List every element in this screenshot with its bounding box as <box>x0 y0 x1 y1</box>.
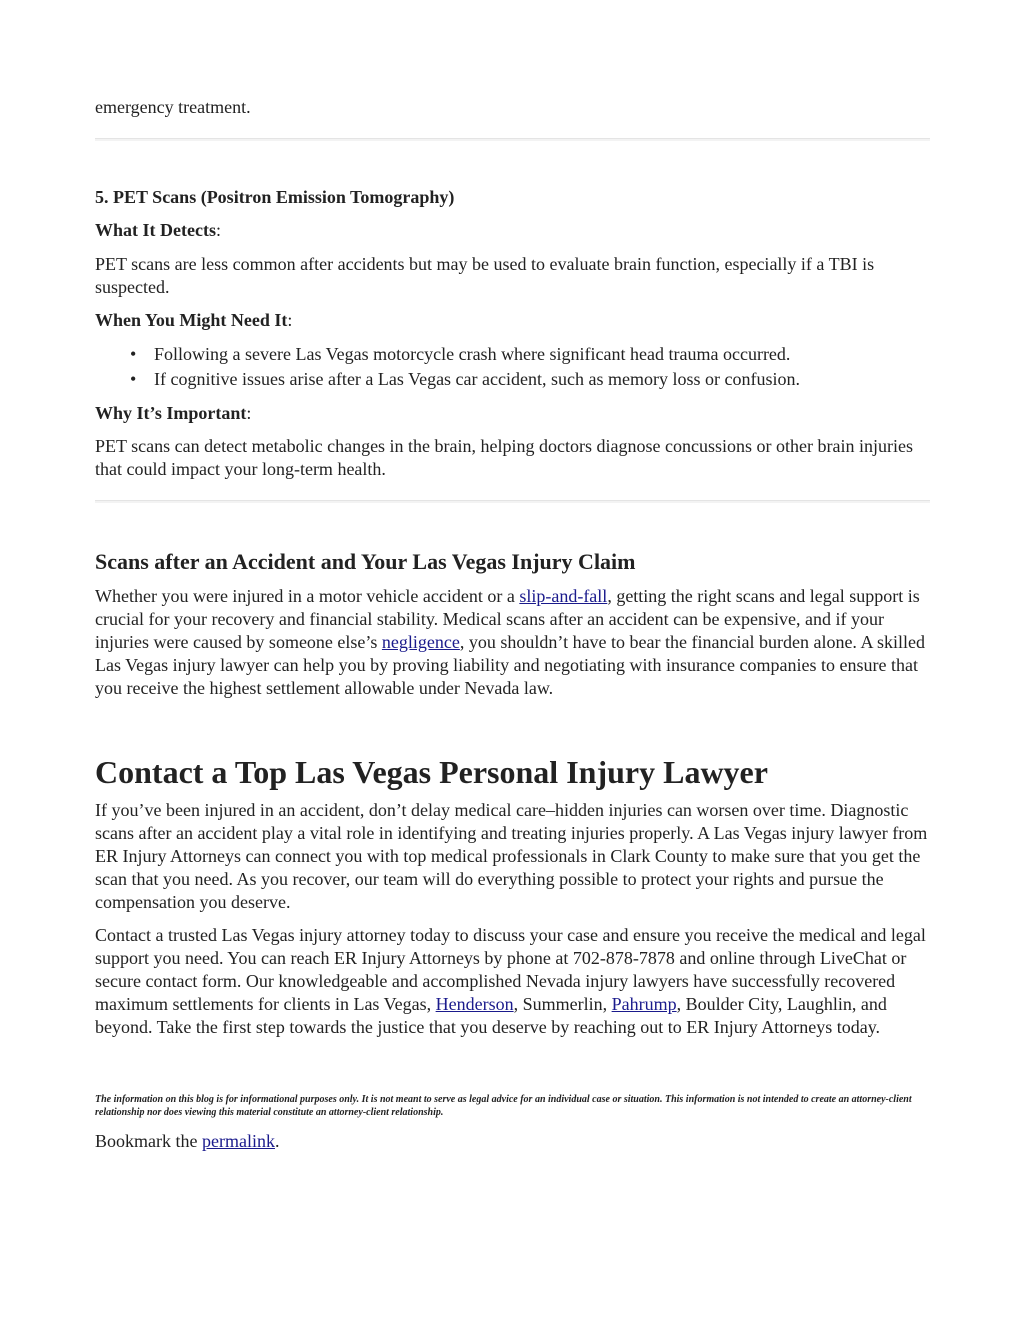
colon: : <box>287 310 293 330</box>
when-you-need-it-list <box>95 342 930 392</box>
henderson-link[interactable]: Henderson <box>435 994 514 1014</box>
why-important-text: PET scans can detect metabolic changes in the brain, helping doctors diagnose concussions or other brain injuries that could impact your long-term health. <box>95 436 913 479</box>
intro-tail-text: emergency treatment. <box>95 97 251 117</box>
why-important-label-text: Why It’s Important <box>95 403 247 423</box>
legal-disclaimer: The information on this blog is for informational purposes only. It is not meant to serve as legal advice for an individual case or situation. This information is not intended to create an attorney-client relationship nor does viewing this material constitute an attorney-client relationship. <box>95 1094 912 1118</box>
contact-text-a: Contact a trusted Las Vegas injury attorney today to discuss your case and ensure you receive the medical and legal support you need. You can reach ER Injury Attorneys by phone at 702-878-7878 and online through LiveChat or secure contact form. Our knowledgeable and accomplished Nevada injury lawyers have successfully recovered maximum settlements for clients in Las Vegas, <box>95 925 926 1014</box>
why-important-label <box>95 402 930 425</box>
bookmark-suffix: . <box>274 1131 280 1151</box>
what-it-detects-text: PET scans are less common after accidents but may be used to evaluate brain function, especially if a TBI is suspected. <box>95 254 875 297</box>
pahrump-link[interactable]: Pahrump <box>611 994 677 1014</box>
permalink-link[interactable]: permalink <box>201 1131 275 1151</box>
contact-paragraph-1: If you’ve been injured in an accident, don’t delay medical care–hidden injuries can worsen over time. Diagnostic scans after an accident play a vital role in identifying and treating injuries properly. A Las Vegas injury lawyer from ER Injury Attorneys can connect you with top medical professionals in Clark County to make sure that you get the scan that you need. As you recover, our team will do everything possible to protect your rights and pursue the compensation you deserve. <box>95 800 928 912</box>
contact-paragraph-2 <box>95 924 930 1039</box>
when-you-need-it-label-text: When You Might Need It <box>95 310 288 330</box>
pet-scans-heading: 5. PET Scans (Positron Emission Tomography) <box>95 187 455 207</box>
claim-heading: Scans after an Accident and Your Las Vegas Injury Claim <box>95 549 636 574</box>
bookmark-prefix: Bookmark the <box>95 1131 202 1151</box>
contact-heading: Contact a Top Las Vegas Personal Injury Lawyer <box>95 754 768 790</box>
section-divider <box>95 500 930 503</box>
claim-paragraph <box>95 585 930 700</box>
slip-and-fall-link[interactable]: slip-and-fall <box>519 586 608 606</box>
contact-text-b: , Summerlin, <box>513 994 612 1014</box>
colon: : <box>215 220 221 240</box>
negligence-link[interactable]: negligence <box>381 632 460 652</box>
when-you-need-it-label <box>95 309 930 332</box>
claim-text-b: , getting the right scans and legal support is crucial for your recovery and financial stability. Medical scans after an accident can be expensive, and if your injuries were caused by someone else’s <box>95 586 920 652</box>
what-it-detects-label <box>95 219 930 242</box>
list-item: • Following a severe Las Vegas motorcycle crash where significant head trauma occurred. <box>95 342 930 367</box>
list-item: • If cognitive issues arise after a Las Vegas car accident, such as memory loss or confusion. <box>95 367 930 392</box>
contact-text-c: , Boulder City, Laughlin, and beyond. Take the first step towards the justice that you deserve by reaching out to ER Injury Attorneys today. <box>95 994 887 1037</box>
what-it-detects-label-text: What It Detects <box>95 220 216 240</box>
colon: : <box>246 403 252 423</box>
claim-text-a: Whether you were injured in a motor vehicle accident or a <box>95 586 520 606</box>
claim-text-c: , you shouldn’t have to bear the financial burden alone. A skilled Las Vegas injury lawyer can help you by proving liability and negotiating with insurance companies to ensure that you receive the highest settlement allowable under Nevada law. <box>95 632 925 698</box>
section-divider <box>95 138 930 141</box>
bookmark-line <box>95 1130 930 1153</box>
